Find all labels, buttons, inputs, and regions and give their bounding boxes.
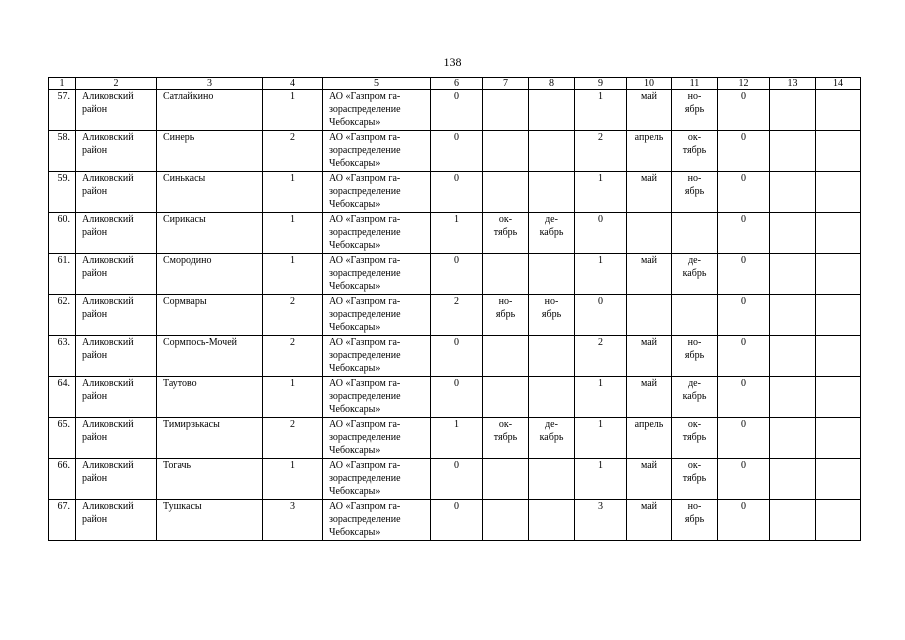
organization-cell-line: АО «Газпром га- (329, 337, 401, 348)
col12-cell: 0 (718, 295, 770, 336)
col12-cell: 0 (718, 500, 770, 541)
organization-cell-line: Чебоксары» (329, 445, 381, 456)
col7-cell-line: ябрь (495, 309, 516, 320)
col10-cell: апрель (627, 131, 672, 172)
col10-cell: апрель (627, 418, 672, 459)
col7-cell (483, 500, 529, 541)
column-header-3: 3 (157, 78, 263, 90)
district-cell-line: район (82, 309, 108, 320)
col8-cell (529, 500, 575, 541)
col11-cell-line: ябрь (684, 104, 705, 115)
col6-cell: 1 (431, 418, 483, 459)
col12-cell: 0 (718, 213, 770, 254)
col14-cell (816, 377, 861, 418)
organization-cell-line: Чебоксары» (329, 322, 381, 333)
organization-cell-line: зораспределение (329, 514, 401, 525)
col8-cell-line: кабрь (539, 227, 564, 238)
row-number: 59. (49, 172, 76, 213)
organization-cell-line: зораспределение (329, 309, 401, 320)
organization-cell (323, 254, 431, 295)
col8-cell (529, 172, 575, 213)
col13-cell (770, 500, 816, 541)
column-header-9: 9 (575, 78, 627, 90)
col12-cell: 0 (718, 90, 770, 131)
col8-cell (529, 377, 575, 418)
row-number: 57. (49, 90, 76, 131)
district-cell-line: район (82, 391, 108, 402)
district-cell (76, 418, 157, 459)
col11-cell-line: тябрь (682, 145, 707, 156)
col4-cell: 3 (263, 500, 323, 541)
col7-cell (483, 213, 529, 254)
district-cell-line: Аликовский (82, 501, 134, 512)
organization-cell-line: зораспределение (329, 145, 401, 156)
col4-cell: 1 (263, 90, 323, 131)
table-row (49, 254, 861, 295)
organization-cell-line: Чебоксары» (329, 240, 381, 251)
col13-cell (770, 459, 816, 500)
col12-cell: 0 (718, 418, 770, 459)
col9-cell: 2 (575, 131, 627, 172)
header-row (49, 78, 861, 90)
district-cell-line: Аликовский (82, 173, 134, 184)
district-cell-line: район (82, 186, 108, 197)
row-number: 65. (49, 418, 76, 459)
col11-cell (672, 131, 718, 172)
col9-cell: 1 (575, 254, 627, 295)
col7-cell (483, 377, 529, 418)
col4-cell: 1 (263, 254, 323, 295)
district-cell-line: район (82, 227, 108, 238)
village-cell: Синерь (157, 131, 263, 172)
col14-cell (816, 254, 861, 295)
village-cell: Сирикасы (157, 213, 263, 254)
col12-cell: 0 (718, 172, 770, 213)
col12-cell: 0 (718, 336, 770, 377)
organization-cell-line: зораспределение (329, 104, 401, 115)
organization-cell-line: АО «Газпром га- (329, 132, 401, 143)
organization-cell (323, 131, 431, 172)
col11-cell-line: кабрь (682, 268, 707, 279)
row-number: 60. (49, 213, 76, 254)
col4-cell: 1 (263, 459, 323, 500)
district-cell-line: район (82, 145, 108, 156)
column-header-10: 10 (627, 78, 672, 90)
column-header-7: 7 (483, 78, 529, 90)
village-cell: Тимирзькасы (157, 418, 263, 459)
col10-cell: май (627, 459, 672, 500)
district-cell-line: Аликовский (82, 296, 134, 307)
district-cell-line: Аликовский (82, 337, 134, 348)
col11-cell (672, 459, 718, 500)
row-number: 63. (49, 336, 76, 377)
col10-cell: май (627, 336, 672, 377)
col10-cell (627, 295, 672, 336)
organization-cell (323, 213, 431, 254)
col8-cell (529, 131, 575, 172)
organization-cell (323, 336, 431, 377)
table-row (49, 336, 861, 377)
row-number: 64. (49, 377, 76, 418)
col14-cell (816, 418, 861, 459)
col11-cell (672, 172, 718, 213)
district-cell-line: район (82, 473, 108, 484)
col11-cell-line: ябрь (684, 514, 705, 525)
col4-cell: 2 (263, 295, 323, 336)
col8-cell (529, 418, 575, 459)
col8-cell (529, 336, 575, 377)
organization-cell-line: АО «Газпром га- (329, 419, 401, 430)
col11-cell (672, 90, 718, 131)
col11-cell-line: но- (687, 173, 702, 184)
organization-cell-line: зораспределение (329, 227, 401, 238)
village-cell: Тогачь (157, 459, 263, 500)
organization-cell-line: Чебоксары» (329, 281, 381, 292)
organization-cell (323, 459, 431, 500)
row-number: 62. (49, 295, 76, 336)
organization-cell-line: Чебоксары» (329, 527, 381, 538)
table-row (49, 172, 861, 213)
district-cell-line: Аликовский (82, 132, 134, 143)
col7-cell (483, 295, 529, 336)
col11-cell-line: но- (687, 501, 702, 512)
col12-cell: 0 (718, 459, 770, 500)
row-number: 58. (49, 131, 76, 172)
col9-cell: 0 (575, 295, 627, 336)
col9-cell: 3 (575, 500, 627, 541)
table-row (49, 418, 861, 459)
village-cell: Синькасы (157, 172, 263, 213)
column-header-8: 8 (529, 78, 575, 90)
col8-cell-line: ябрь (541, 309, 562, 320)
district-cell (76, 295, 157, 336)
col8-cell (529, 459, 575, 500)
col14-cell (816, 172, 861, 213)
district-cell (76, 500, 157, 541)
col8-cell-line: но- (544, 296, 559, 307)
col6-cell: 0 (431, 377, 483, 418)
table-row (49, 90, 861, 131)
district-cell-line: район (82, 350, 108, 361)
table-row (49, 500, 861, 541)
organization-cell-line: Чебоксары» (329, 363, 381, 374)
organization-cell-line: зораспределение (329, 350, 401, 361)
district-cell (76, 459, 157, 500)
district-cell (76, 254, 157, 295)
col13-cell (770, 377, 816, 418)
col7-cell (483, 418, 529, 459)
col13-cell (770, 418, 816, 459)
district-cell-line: Аликовский (82, 255, 134, 266)
col8-cell-line: кабрь (539, 432, 564, 443)
organization-cell (323, 295, 431, 336)
village-cell: Таутово (157, 377, 263, 418)
col7-cell (483, 459, 529, 500)
organization-cell-line: зораспределение (329, 186, 401, 197)
district-cell-line: Аликовский (82, 460, 134, 471)
column-header-6: 6 (431, 78, 483, 90)
col6-cell: 0 (431, 254, 483, 295)
col13-cell (770, 213, 816, 254)
village-cell: Сатлайкино (157, 90, 263, 131)
organization-cell-line: Чебоксары» (329, 404, 381, 415)
district-cell-line: Аликовский (82, 214, 134, 225)
col8-cell (529, 213, 575, 254)
col11-cell-line: ок- (687, 132, 702, 143)
organization-cell-line: АО «Газпром га- (329, 255, 401, 266)
col11-cell-line: но- (687, 91, 702, 102)
col7-cell-line: ок- (498, 214, 513, 225)
col11-cell (672, 500, 718, 541)
organization-cell (323, 172, 431, 213)
col11-cell (672, 336, 718, 377)
col7-cell (483, 172, 529, 213)
col7-cell-line: тябрь (493, 227, 518, 238)
row-number: 61. (49, 254, 76, 295)
col4-cell: 2 (263, 418, 323, 459)
col4-cell: 2 (263, 336, 323, 377)
district-cell (76, 377, 157, 418)
column-header-13: 13 (770, 78, 816, 90)
col11-cell (672, 213, 718, 254)
col6-cell: 1 (431, 213, 483, 254)
col13-cell (770, 336, 816, 377)
col7-cell (483, 90, 529, 131)
col7-cell (483, 131, 529, 172)
col10-cell: май (627, 377, 672, 418)
organization-cell-line: зораспределение (329, 268, 401, 279)
organization-cell-line: АО «Газпром га- (329, 501, 401, 512)
district-cell (76, 131, 157, 172)
col6-cell: 0 (431, 459, 483, 500)
organization-cell-line: Чебоксары» (329, 486, 381, 497)
col7-cell (483, 336, 529, 377)
col13-cell (770, 90, 816, 131)
column-header-1: 1 (49, 78, 76, 90)
col12-cell: 0 (718, 377, 770, 418)
col11-cell-line: де- (688, 378, 701, 389)
table-row (49, 295, 861, 336)
col8-cell (529, 90, 575, 131)
column-header-2: 2 (76, 78, 157, 90)
col9-cell: 1 (575, 172, 627, 213)
col10-cell: май (627, 254, 672, 295)
col14-cell (816, 295, 861, 336)
organization-cell-line: АО «Газпром га- (329, 460, 401, 471)
district-cell-line: Аликовский (82, 419, 134, 430)
organization-cell-line: АО «Газпром га- (329, 91, 401, 102)
col4-cell: 1 (263, 377, 323, 418)
col13-cell (770, 295, 816, 336)
organization-cell (323, 500, 431, 541)
col13-cell (770, 172, 816, 213)
organization-cell-line: Чебоксары» (329, 117, 381, 128)
col6-cell: 0 (431, 131, 483, 172)
col4-cell: 2 (263, 131, 323, 172)
organization-cell-line: зораспределение (329, 473, 401, 484)
organization-cell-line: зораспределение (329, 391, 401, 402)
col9-cell: 2 (575, 336, 627, 377)
col11-cell-line: ябрь (684, 350, 705, 361)
col11-cell (672, 418, 718, 459)
col11-cell-line: но- (687, 337, 702, 348)
col11-cell-line: ябрь (684, 186, 705, 197)
organization-cell-line: Чебоксары» (329, 199, 381, 210)
col10-cell: май (627, 90, 672, 131)
col8-cell (529, 254, 575, 295)
table-row (49, 131, 861, 172)
col9-cell: 1 (575, 90, 627, 131)
col6-cell: 0 (431, 336, 483, 377)
col9-cell: 0 (575, 213, 627, 254)
col14-cell (816, 213, 861, 254)
col6-cell: 2 (431, 295, 483, 336)
table-row (49, 377, 861, 418)
organization-cell-line: АО «Газпром га- (329, 173, 401, 184)
village-cell: Сормвары (157, 295, 263, 336)
column-header-11: 11 (672, 78, 718, 90)
col11-cell-line: тябрь (682, 432, 707, 443)
col4-cell: 1 (263, 213, 323, 254)
organization-cell-line: зораспределение (329, 432, 401, 443)
col7-cell (483, 254, 529, 295)
col11-cell-line: тябрь (682, 473, 707, 484)
table-row (49, 213, 861, 254)
column-header-5: 5 (323, 78, 431, 90)
row-number: 67. (49, 500, 76, 541)
district-cell-line: район (82, 432, 108, 443)
col8-cell-line: де- (545, 214, 558, 225)
page-number: 138 (443, 55, 462, 69)
organization-cell (323, 418, 431, 459)
column-header-14: 14 (816, 78, 861, 90)
column-header-12: 12 (718, 78, 770, 90)
col8-cell (529, 295, 575, 336)
col11-cell-line: кабрь (682, 391, 707, 402)
district-cell-line: район (82, 268, 108, 279)
village-cell: Сормпось-Мочей (157, 336, 263, 377)
col6-cell: 0 (431, 90, 483, 131)
col12-cell: 0 (718, 254, 770, 295)
district-cell (76, 336, 157, 377)
organization-cell-line: АО «Газпром га- (329, 214, 401, 225)
table-row (49, 459, 861, 500)
col14-cell (816, 500, 861, 541)
col11-cell (672, 295, 718, 336)
col13-cell (770, 254, 816, 295)
col10-cell (627, 213, 672, 254)
col11-cell-line: де- (688, 255, 701, 266)
district-cell-line: район (82, 104, 108, 115)
organization-cell (323, 90, 431, 131)
col4-cell: 1 (263, 172, 323, 213)
col7-cell-line: но- (498, 296, 513, 307)
col6-cell: 0 (431, 500, 483, 541)
col7-cell-line: ок- (498, 419, 513, 430)
col9-cell: 1 (575, 377, 627, 418)
col14-cell (816, 336, 861, 377)
district-cell-line: Аликовский (82, 378, 134, 389)
col11-cell (672, 377, 718, 418)
col8-cell-line: де- (545, 419, 558, 430)
col9-cell: 1 (575, 459, 627, 500)
col10-cell: май (627, 500, 672, 541)
organization-cell-line: АО «Газпром га- (329, 378, 401, 389)
col11-cell-line: ок- (687, 460, 702, 471)
col12-cell: 0 (718, 131, 770, 172)
col14-cell (816, 459, 861, 500)
village-cell: Тушкасы (157, 500, 263, 541)
column-header-4: 4 (263, 78, 323, 90)
organization-cell-line: Чебоксары» (329, 158, 381, 169)
col9-cell: 1 (575, 418, 627, 459)
col6-cell: 0 (431, 172, 483, 213)
col11-cell-line: ок- (687, 419, 702, 430)
table-body (49, 90, 861, 541)
organization-cell (323, 377, 431, 418)
col14-cell (816, 131, 861, 172)
district-cell (76, 172, 157, 213)
col14-cell (816, 90, 861, 131)
district-cell-line: Аликовский (82, 91, 134, 102)
data-table (48, 77, 861, 541)
district-cell (76, 213, 157, 254)
col13-cell (770, 131, 816, 172)
row-number: 66. (49, 459, 76, 500)
col11-cell (672, 254, 718, 295)
village-cell: Смородино (157, 254, 263, 295)
organization-cell-line: АО «Газпром га- (329, 296, 401, 307)
district-cell-line: район (82, 514, 108, 525)
col7-cell-line: тябрь (493, 432, 518, 443)
district-cell (76, 90, 157, 131)
col10-cell: май (627, 172, 672, 213)
